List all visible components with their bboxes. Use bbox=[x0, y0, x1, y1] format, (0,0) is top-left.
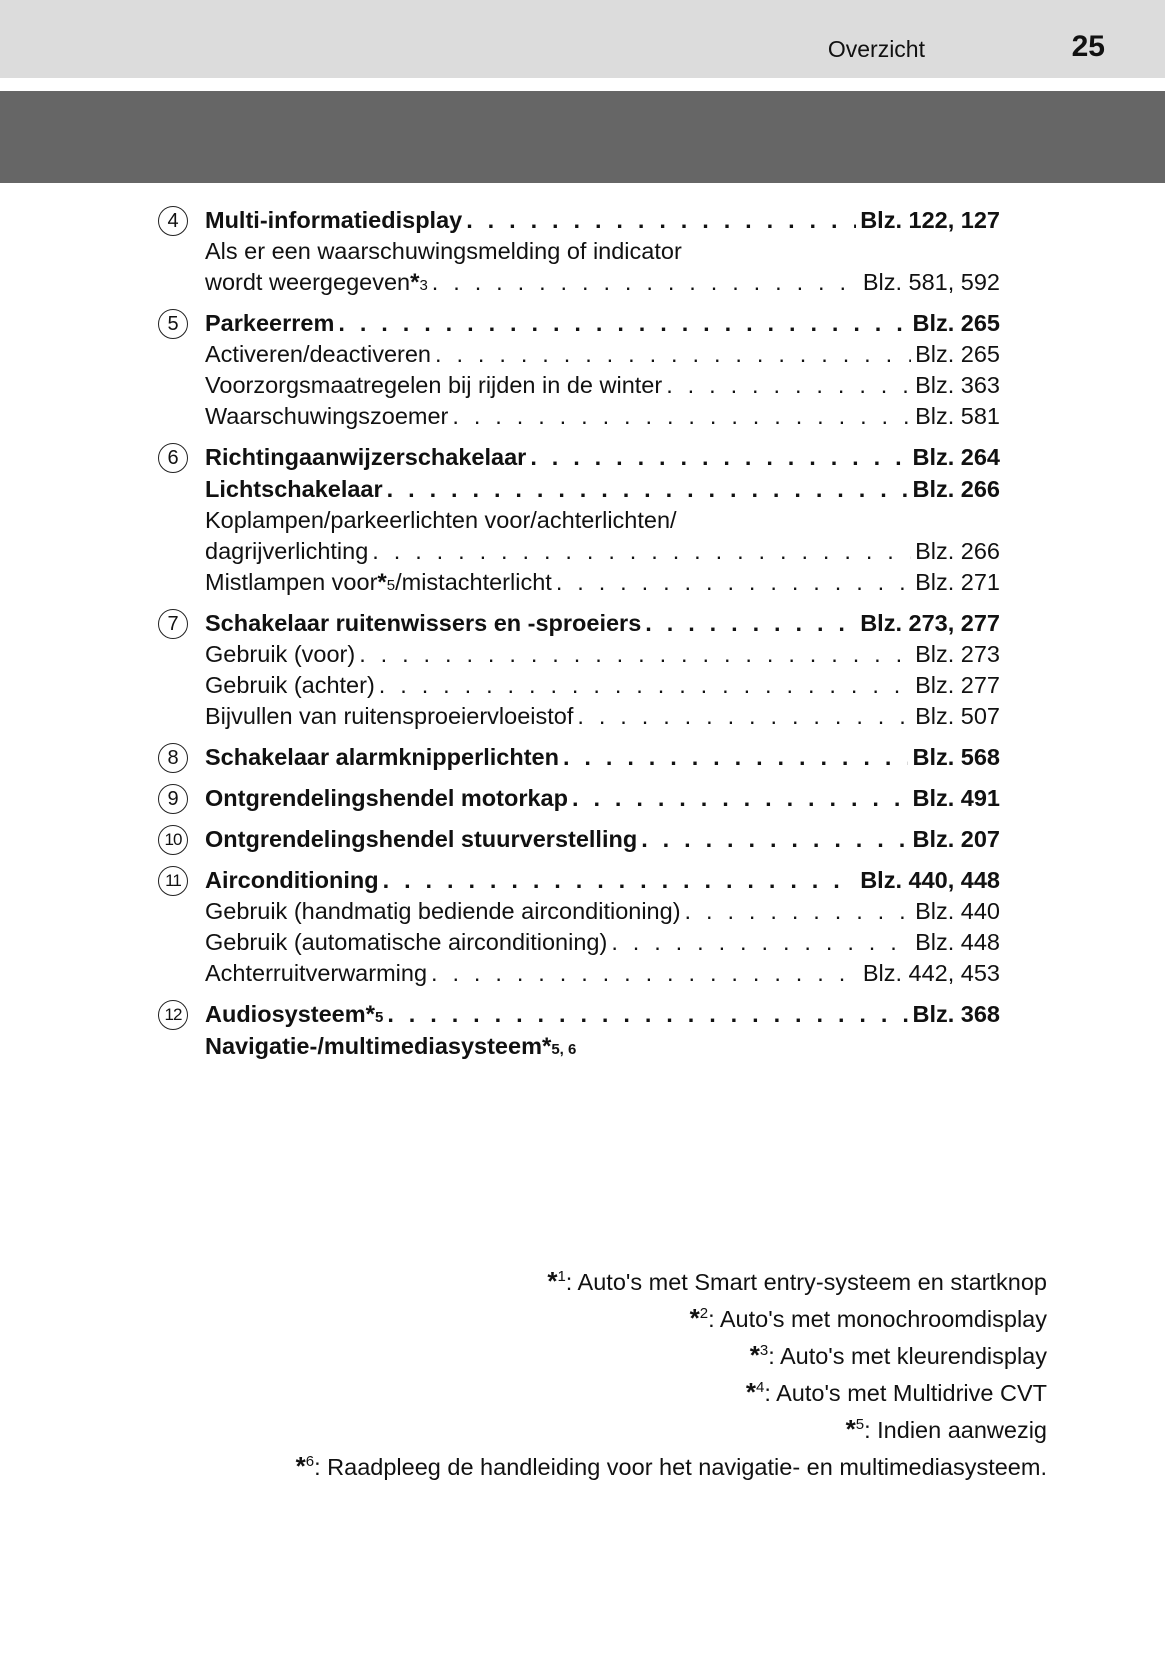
page-reference[interactable]: Blz. 581 bbox=[915, 403, 1000, 429]
dot-leader bbox=[387, 998, 908, 1030]
item-list bbox=[158, 204, 1000, 1071]
dot-leader bbox=[572, 782, 908, 814]
dot-leader bbox=[435, 339, 911, 370]
entry-label: Gebruik (handmatig bediende airconditioning) bbox=[205, 898, 681, 924]
page-reference[interactable]: Blz. 271 bbox=[915, 569, 1000, 595]
dot-leader bbox=[432, 267, 859, 298]
page-reference[interactable]: Blz. 265 bbox=[912, 310, 1000, 336]
header-band bbox=[0, 0, 1165, 78]
entry-line: Audiosysteem * 5 . . . Blz. 368 bbox=[205, 998, 1000, 1030]
list-item bbox=[158, 864, 1000, 989]
entry-line: Navigatie-/multimediasysteem * 5, 6 bbox=[205, 1030, 1000, 1062]
footnote bbox=[296, 1374, 1047, 1411]
page-reference[interactable]: Blz. 448 bbox=[915, 929, 1000, 955]
page-reference[interactable]: Blz. 264 bbox=[912, 444, 1000, 470]
footnote-number: 3 bbox=[759, 1342, 769, 1360]
item-number-circle: 6 bbox=[158, 443, 188, 473]
dot-leader bbox=[338, 307, 908, 339]
entry-line bbox=[205, 505, 1000, 536]
item-number-circle: 8 bbox=[158, 743, 188, 773]
footnote bbox=[296, 1411, 1047, 1448]
entry-label: Gebruik (achter) bbox=[205, 672, 375, 698]
dot-leader bbox=[611, 927, 911, 958]
entry-label: Multi-informatiedisplay bbox=[205, 207, 463, 233]
dot-leader bbox=[666, 370, 911, 401]
page-reference[interactable]: Blz. 568 bbox=[912, 744, 1000, 770]
page-reference[interactable]: Blz. 273 bbox=[915, 641, 1000, 667]
page-number: 25 bbox=[1071, 30, 1105, 63]
entry-label: Waarschuwingszoemer bbox=[205, 403, 449, 429]
entry-label: Als er een waarschuwingsmelding of indicator bbox=[205, 238, 682, 264]
asterisk-mark: * bbox=[295, 1451, 306, 1481]
asterisk-mark: * bbox=[689, 1303, 700, 1333]
page-reference[interactable]: Blz. 507 bbox=[915, 703, 1000, 729]
entry-line bbox=[205, 927, 1000, 958]
footnote bbox=[296, 1300, 1047, 1337]
dot-leader bbox=[372, 536, 911, 567]
footnote bbox=[296, 1448, 1047, 1485]
entry-label: dagrijverlichting bbox=[205, 538, 369, 564]
entry-line bbox=[205, 307, 1000, 339]
entry-label: wordt weergegeven bbox=[205, 269, 411, 295]
asterisk-mark: * bbox=[410, 269, 420, 296]
entry-line bbox=[205, 370, 1000, 401]
dot-leader bbox=[577, 701, 911, 732]
entry-line bbox=[205, 473, 1000, 505]
entry-line bbox=[205, 864, 1000, 896]
page-reference[interactable]: Blz. 266 bbox=[915, 538, 1000, 564]
entry-label: Lichtschakelaar bbox=[205, 476, 383, 502]
entry-label: Schakelaar alarmknipperlichten bbox=[205, 744, 559, 770]
entry-label: Mistlampen voor bbox=[205, 569, 378, 595]
dot-leader bbox=[466, 204, 856, 236]
footnote-text: : Auto's met monochroomdisplay bbox=[708, 1306, 1047, 1332]
asterisk-mark: * bbox=[541, 1033, 552, 1060]
footnotes bbox=[296, 1263, 1047, 1485]
list-item bbox=[158, 823, 1000, 855]
entry-line bbox=[205, 536, 1000, 567]
entry-line bbox=[205, 236, 1000, 267]
item-number-circle: 11 bbox=[158, 866, 188, 896]
page-reference[interactable]: Blz. 442, 453 bbox=[862, 960, 1000, 986]
entry-label: Schakelaar ruitenwissers en -sproeiers bbox=[205, 610, 642, 636]
entry-label: Voorzorgsmaatregelen bij rijden in de winter bbox=[205, 372, 663, 398]
footnote-number: 5 bbox=[855, 1416, 865, 1434]
entry-label: Activeren/deactiveren bbox=[205, 341, 431, 367]
page-reference[interactable]: Blz. 440, 448 bbox=[860, 867, 1000, 893]
dot-leader bbox=[379, 670, 911, 701]
page-reference[interactable]: Blz. 266 bbox=[912, 476, 1000, 502]
entry-line bbox=[205, 204, 1000, 236]
entry-label: Audiosysteem bbox=[205, 1001, 366, 1027]
list-item bbox=[158, 607, 1000, 732]
entry-line bbox=[205, 782, 1000, 814]
dot-leader bbox=[383, 864, 857, 896]
item-number-circle: 5 bbox=[158, 309, 188, 339]
footnote-text: : Auto's met kleurendisplay bbox=[768, 1343, 1047, 1369]
footnote-number: 6 bbox=[305, 1453, 315, 1471]
entry-label: Koplampen/parkeerlichten voor/achterlichten/ bbox=[205, 507, 677, 533]
footnote-number: 1 bbox=[557, 1268, 566, 1286]
footnote bbox=[296, 1337, 1047, 1374]
entry-label: Gebruik (automatische airconditioning) bbox=[205, 929, 608, 955]
item-number-circle: 7 bbox=[158, 609, 188, 639]
entry-line bbox=[205, 958, 1000, 989]
page-reference[interactable]: Blz. 207 bbox=[912, 826, 1000, 852]
asterisk-mark: * bbox=[365, 1001, 375, 1028]
dot-leader bbox=[359, 639, 911, 670]
dot-leader bbox=[387, 473, 909, 505]
list-item bbox=[158, 307, 1000, 432]
footnote-number: 2 bbox=[699, 1305, 709, 1323]
entry-line bbox=[205, 401, 1000, 432]
item-number-circle: 4 bbox=[158, 206, 188, 236]
footnote bbox=[296, 1263, 1047, 1300]
list-item bbox=[158, 741, 1000, 773]
dot-leader bbox=[556, 567, 911, 598]
asterisk-mark: * bbox=[547, 1266, 558, 1296]
footnote-number: 4 bbox=[756, 1379, 765, 1397]
footnote-text: : Indien aanwezig bbox=[864, 1417, 1047, 1443]
list-item bbox=[158, 441, 1000, 598]
entry-label: Airconditioning bbox=[205, 867, 379, 893]
dot-leader bbox=[452, 401, 911, 432]
dot-leader bbox=[685, 896, 912, 927]
asterisk-mark: * bbox=[377, 569, 387, 596]
page-reference[interactable]: Blz. 368 bbox=[912, 1001, 1000, 1027]
page-reference[interactable]: Blz. 265 bbox=[915, 341, 1000, 367]
entry-line bbox=[205, 701, 1000, 732]
item-number-circle: 12 bbox=[158, 1000, 188, 1030]
entry-line bbox=[205, 823, 1000, 855]
list-item bbox=[158, 782, 1000, 814]
dot-leader bbox=[563, 741, 909, 773]
asterisk-mark: * bbox=[749, 1340, 760, 1370]
footnote-text: : Auto's met Multidrive CVT bbox=[764, 1380, 1047, 1406]
entry-label: Bijvullen van ruitensproeiervloeistof bbox=[205, 703, 574, 729]
entry-line bbox=[205, 670, 1000, 701]
dot-leader bbox=[645, 607, 856, 639]
asterisk-mark: * bbox=[745, 1377, 756, 1407]
header-dark-band bbox=[0, 91, 1165, 183]
page-reference[interactable]: Blz. 277 bbox=[915, 672, 1000, 698]
page-reference[interactable]: Blz. 122, 127 bbox=[860, 207, 1000, 233]
entry-line bbox=[205, 441, 1000, 473]
entry-label-cont: /mistachterlicht bbox=[395, 569, 552, 595]
entry-label: Gebruik (voor) bbox=[205, 641, 356, 667]
list-item bbox=[158, 204, 1000, 298]
page-reference[interactable]: Blz. 363 bbox=[915, 372, 1000, 398]
dot-leader bbox=[641, 823, 908, 855]
entry-line bbox=[205, 339, 1000, 370]
page-reference[interactable]: Blz. 273, 277 bbox=[860, 610, 1000, 636]
entry-line: wordt weergegeven * 3 . . . Blz. 581, 592 bbox=[205, 267, 1000, 298]
dot-leader bbox=[530, 441, 908, 473]
footnote-text: : Auto's met Smart entry-systeem en startknop bbox=[565, 1269, 1047, 1295]
footnote-text: : Raadpleeg de handleiding voor het navigatie- en multimediasysteem. bbox=[314, 1454, 1047, 1480]
entry-label: Richtingaanwijzerschakelaar bbox=[205, 444, 527, 470]
page-reference[interactable]: Blz. 491 bbox=[912, 785, 1000, 811]
entry-line bbox=[205, 741, 1000, 773]
entry-label: Navigatie-/multimediasysteem bbox=[205, 1033, 542, 1059]
asterisk-mark: * bbox=[845, 1414, 856, 1444]
dot-leader bbox=[431, 958, 859, 989]
entry-label: Ontgrendelingshendel motorkap bbox=[205, 785, 568, 811]
item-number-circle: 10 bbox=[158, 825, 188, 855]
section-title: Overzicht bbox=[827, 36, 925, 62]
entry-line bbox=[205, 639, 1000, 670]
entry-line bbox=[205, 896, 1000, 927]
list-item bbox=[158, 998, 1000, 1062]
entry-label: Ontgrendelingshendel stuurverstelling bbox=[205, 826, 638, 852]
entry-line bbox=[205, 607, 1000, 639]
entry-line: Mistlampen voor * 5 /mistachterlicht . . . Blz. 271 bbox=[205, 567, 1000, 598]
page-reference[interactable]: Blz. 440 bbox=[915, 898, 1000, 924]
entry-label: Achterruitverwarming bbox=[205, 960, 428, 986]
item-number-circle: 9 bbox=[158, 784, 188, 814]
entry-label: Parkeerrem bbox=[205, 310, 335, 336]
page-reference[interactable]: Blz. 581, 592 bbox=[862, 269, 1000, 295]
